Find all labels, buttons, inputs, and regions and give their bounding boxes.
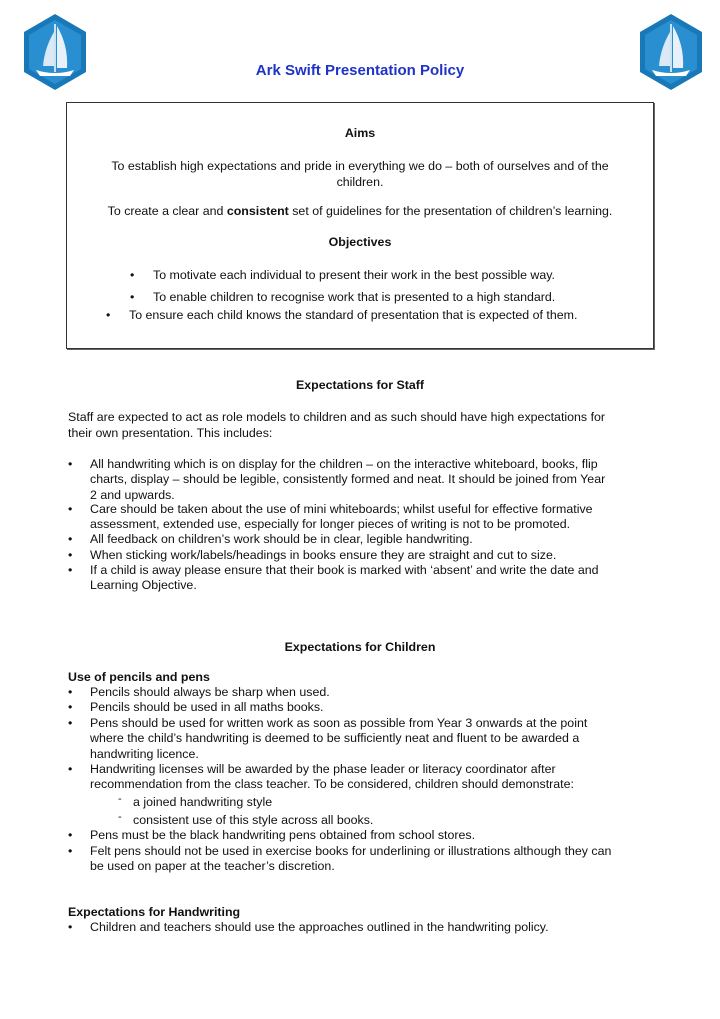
staff-heading: Expectations for Staff xyxy=(295,378,425,392)
children-bullet xyxy=(68,716,668,762)
objective-text: To motivate each individual to present their work in the best possible way. xyxy=(153,268,555,282)
bullet-icon: • xyxy=(68,685,73,699)
children-bullet-line: recommendation from the class teacher. To be considered, children should demonstrate: xyxy=(90,777,574,792)
handwriting-bullet-line: Children and teachers should use the approaches outlined in the handwriting policy. xyxy=(90,920,549,934)
bullet-icon: • xyxy=(68,700,73,714)
bullet-icon: • xyxy=(68,716,73,730)
children-bullet-line: Pencils should be used in all maths books. xyxy=(90,700,324,714)
bullet-icon: • xyxy=(68,920,73,934)
staff-bullet xyxy=(68,502,668,533)
staff-bullet xyxy=(68,532,668,547)
children-bullet-line: Felt pens should not be used in exercise books for underlining or illustrations although they can xyxy=(90,844,612,858)
bullet-icon: • xyxy=(68,457,73,471)
staff-bullet-line: All feedback on children’s work should be in clear, legible handwriting. xyxy=(90,532,473,546)
staff-bullet xyxy=(68,548,668,563)
children-bullet-line: Pens should be used for written work as soon as possible from Year 3 onwards at the point xyxy=(90,716,588,730)
staff-bullet xyxy=(68,563,668,594)
bullet-icon: • xyxy=(130,268,135,282)
bullet-icon: • xyxy=(68,844,73,858)
staff-bullet-line: All handwriting which is on display for the children – on the interactive whiteboard, books, flip xyxy=(90,457,598,471)
staff-bullet-line: charts, display – should be legible, consistently formed and neat. It should be joined from Year xyxy=(90,472,606,487)
sub-item xyxy=(118,813,373,828)
aims-line-1: To establish high expectations and pride in everything we do – both of ourselves and of the xyxy=(111,159,609,173)
objective-text: To enable children to recognise work that is presented to a high standard. xyxy=(153,290,556,304)
handwriting-bullet xyxy=(68,920,668,935)
children-bullet-line: handwriting licence. xyxy=(90,746,199,761)
children-bullet-line: Pencils should always be sharp when used. xyxy=(90,685,330,699)
pencils-heading: Use of pencils and pens xyxy=(68,670,210,684)
consistent-bold: consistent xyxy=(226,204,289,218)
children-bullet xyxy=(68,685,668,700)
dash-icon: - xyxy=(118,811,122,823)
consistent-pre: To create a clear and xyxy=(107,204,227,218)
page-title: Ark Swift Presentation Policy xyxy=(255,62,465,79)
bullet-icon: • xyxy=(68,563,73,577)
handwriting-heading: Expectations for Handwriting xyxy=(68,905,241,919)
staff-bullet-line: assessment, extended use, especially for longer pieces of writing is not to be promoted. xyxy=(90,517,571,532)
children-bullet-line: be used on paper at the teacher’s discretion. xyxy=(90,859,335,874)
bullet-icon: • xyxy=(68,548,73,562)
staff-bullet-line: If a child is away please ensure that their book is marked with ‘absent’ and write the date and xyxy=(90,563,599,577)
staff-intro-line-2: their own presentation. This includes: xyxy=(68,426,273,440)
sub-item-text: consistent use of this style across all books. xyxy=(133,813,374,827)
bullet-icon: • xyxy=(106,308,111,322)
children-bullet-line: Handwriting licenses will be awarded by the phase leader or literacy coordinator after xyxy=(90,762,556,776)
staff-bullet-line: 2 and upwards. xyxy=(90,487,175,502)
objectives-heading: Objectives xyxy=(328,235,392,249)
children-bullet xyxy=(68,828,668,843)
children-bullet xyxy=(68,762,668,793)
aims-consistent-line xyxy=(67,203,653,220)
sub-item-text: a joined handwriting style xyxy=(133,795,273,809)
consistent-post: set of guidelines for the presentation of children’s learning. xyxy=(288,204,613,218)
children-bullet xyxy=(68,700,668,715)
dash-icon: - xyxy=(118,793,122,805)
school-logo-left xyxy=(20,12,90,92)
bullet-icon: • xyxy=(130,290,135,304)
bullet-icon: • xyxy=(68,502,73,516)
staff-bullet-line: When sticking work/labels/headings in books ensure they are straight and cut to size. xyxy=(90,548,557,562)
staff-intro-line-1: Staff are expected to act as role models to children and as such should have high expectations for xyxy=(68,410,606,424)
children-bullet-line: where the child’s handwriting is deemed to be sufficiently neat and fluent to be awarded a xyxy=(90,731,580,746)
staff-bullet-line: Learning Objective. xyxy=(90,578,197,593)
bullet-icon: • xyxy=(68,828,73,842)
children-heading: Expectations for Children xyxy=(284,640,436,654)
children-bullet-line: Pens must be the black handwriting pens obtained from school stores. xyxy=(90,828,476,842)
staff-bullet xyxy=(68,457,668,503)
bullet-icon: • xyxy=(68,762,73,776)
bullet-icon: • xyxy=(68,532,73,546)
children-bullet xyxy=(68,844,668,875)
aims-line-2: children. xyxy=(336,175,384,189)
aims-heading: Aims xyxy=(344,126,376,140)
school-logo-right xyxy=(636,12,706,92)
sub-item xyxy=(118,795,272,810)
aims-objectives-box xyxy=(66,102,654,349)
staff-bullet-line: Care should be taken about the use of mini whiteboards; whilst useful for effective formative xyxy=(90,502,593,516)
objective-text: To ensure each child knows the standard of presentation that is expected of them. xyxy=(129,308,578,322)
